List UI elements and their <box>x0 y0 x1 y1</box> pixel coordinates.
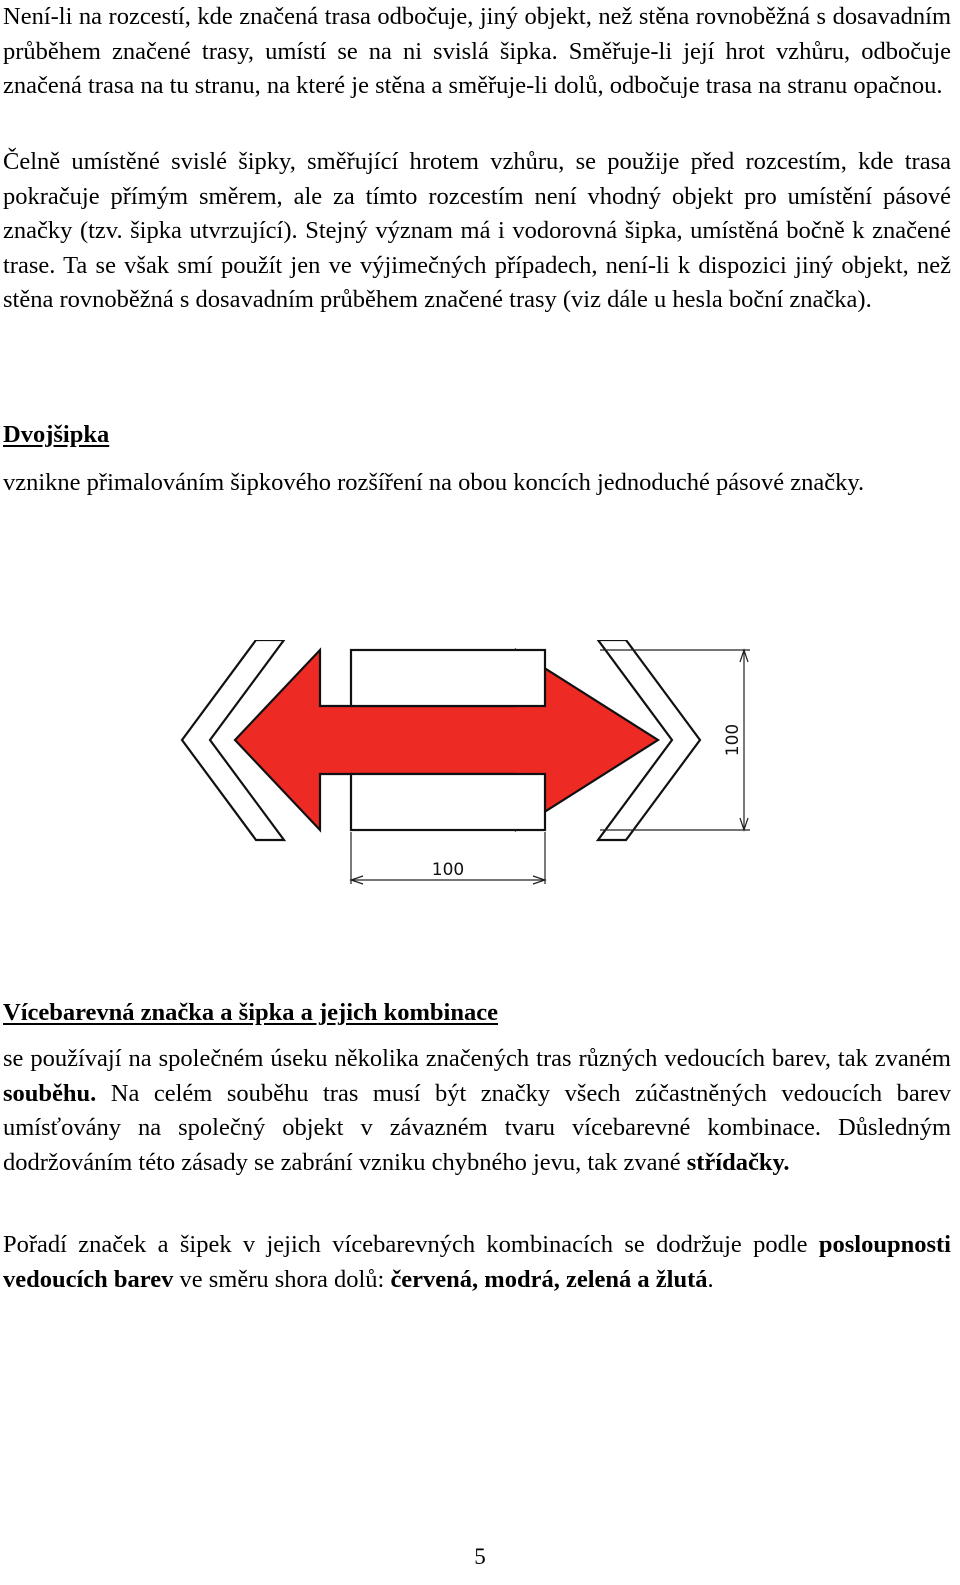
paragraph-confirming-arrow: Čelně umístěné svislé šipky, směřující hrotem vzhůru, se použije před rozcestím, kde trasa pokračuje přímým směrem, ale za tímto rozcestím není vhodný objekt pro umístění pásové značky (tzv. šipka utvrzující). Stejný význam má i vodorovná šipka, umístěná bočně k značené trase. Ta se však smí použít jen ve výjimečných případech, není-li k dispozici jiný objekt, než stěna rovnoběžná s dosavadním průběhem značené trasy (viz dále u hesla boční značka). <box>3 148 951 313</box>
heading-dvojsipka: Dvojšipka <box>3 421 110 448</box>
soubeh-text-2: Na celém souběhu tras musí být značky všech zúčastněných vedoucích barev umísťovány na společný objekt v závazném tvaru vícebarevné kombinace. Důsledným dodržováním této zásady se zabrání vzniku chybného jevu, tak zvané <box>3 1079 951 1176</box>
paragraph-soubeh <box>3 1042 951 1180</box>
order-text-end: . <box>707 1265 714 1293</box>
color-list: červená, modrá, zelená a žlutá <box>390 1265 708 1293</box>
top-white-band <box>351 650 545 706</box>
order-term: posloupnosti vedoucích barev <box>3 1231 951 1293</box>
double-arrow-figure <box>180 640 760 900</box>
height-dimension-label: 100 <box>723 723 743 757</box>
heading-vicebarevna: Vícebarevná značka a šipka a jejich kombinace <box>3 999 498 1026</box>
paragraph-dvojsipka: vznikne přimalováním šipkového rozšíření na obou koncích jednoduché pásové značky. <box>3 469 865 496</box>
bottom-white-band <box>351 774 545 830</box>
stridacky-term: střídačky. <box>686 1148 790 1176</box>
width-dimension-label: 100 <box>431 860 465 880</box>
soubeh-term: souběhu. <box>3 1079 97 1107</box>
paragraph-sign-placement: Není-li na rozcestí, kde značená trasa odbočuje, jiný objekt, než stěna rovnoběžná s dosavadním průběhem značené trasy, umístí se na ni svislá šipka. Směřuje-li její hrot vzhůru, odbočuje značená trasa na tu stranu, na které je stěna a směřuje-li dolů, odbočuje trasa na stranu opačnou. <box>3 3 951 99</box>
paragraph-color-order <box>3 1228 951 1297</box>
order-text-2: ve směru shora dolů: <box>173 1265 391 1293</box>
soubeh-text-1: se používají na společném úseku několika značených tras různých vedoucích barev, tak zvaném <box>3 1045 951 1072</box>
page-number: 5 <box>474 1544 486 1569</box>
order-text-1: Pořadí značek a šipek v jejich vícebarevných kombinacích se dodržuje podle <box>3 1231 819 1258</box>
